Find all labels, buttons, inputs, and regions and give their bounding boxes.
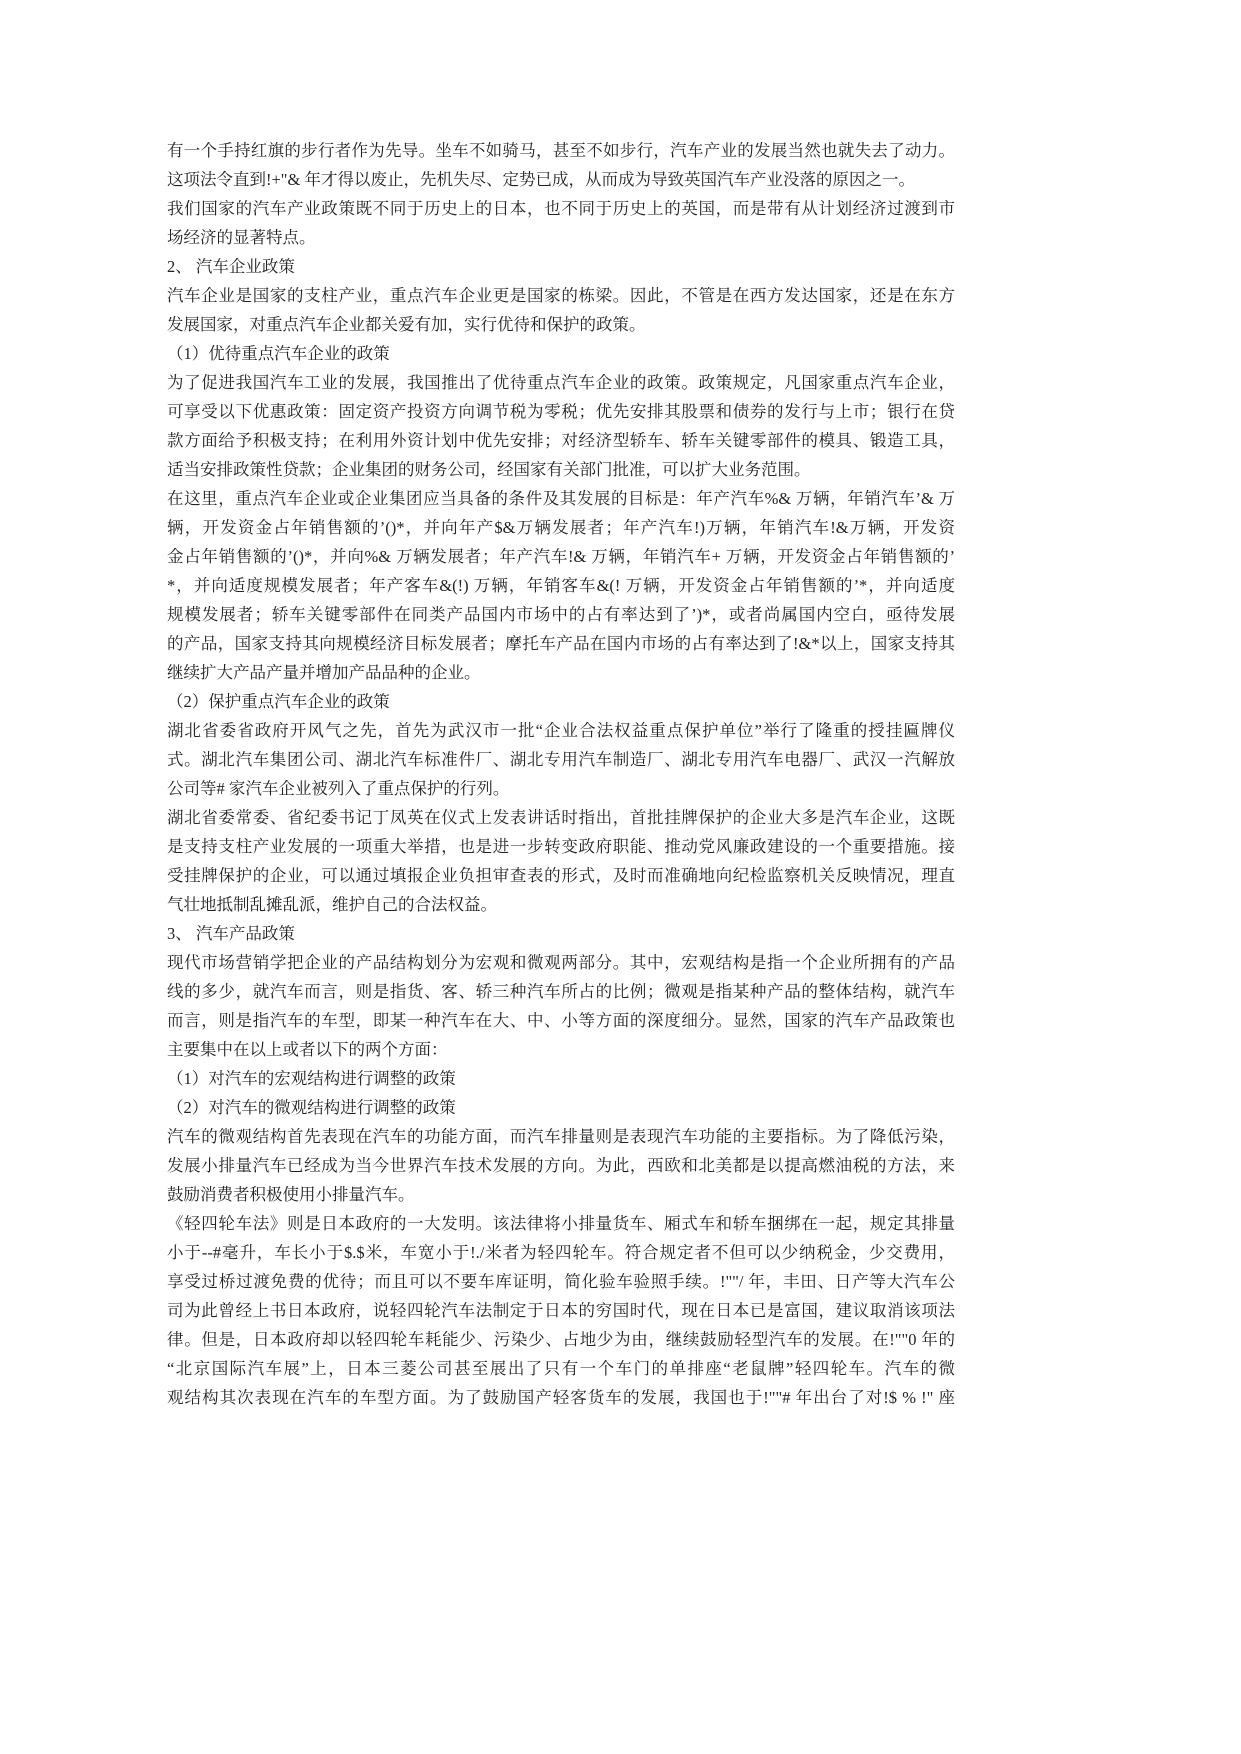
text-line: 公司等# 家汽车企业被列入了重点保护的行列。 [167, 779, 510, 798]
text-line: 场经济的显著特点。 [167, 228, 316, 247]
text-line: 线的多少，就汽车而言，则是指货、客、轿三种汽车所占的比例；微观是指某种产品的整体结构，就汽车 [167, 982, 955, 1001]
paragraph [167, 484, 955, 687]
subsection-heading-text: （1）对汽车的宏观结构进行调整的政策 [167, 1069, 456, 1088]
text-line: 受挂牌保护的企业，可以通过填报企业负担审查表的形式，及时而准确地向纪检监察机关反映情况，理直 [167, 866, 955, 885]
paragraph [167, 1122, 955, 1209]
text-line: 这项法令直到!+"& 年才得以废止，先机失尽、定势已成，从而成为导致英国汽车产业没落的原因之一。 [167, 170, 915, 189]
text-line: 在这里，重点汽车企业或企业集团应当具备的条件及其发展的目标是：年产汽车%& 万辆，年销汽车’& 万 [167, 489, 955, 508]
text-line: 发展国家，对重点汽车企业都关爱有加，实行优待和保护的政策。 [167, 315, 646, 334]
text-line: 有一个手持红旗的步行者作为先导。坐车不如骑马，甚至不如步行，汽车产业的发展当然也就失去了动力。 [167, 141, 955, 160]
text-line: 款方面给予积极支持；在利用外资计划中优先安排；对经济型轿车、轿车关键零部件的模具、锻造工具， [167, 431, 955, 450]
text-line: 现代市场营销学把企业的产品结构划分为宏观和微观两部分。其中，宏观结构是指一个企业所拥有的产品 [167, 953, 955, 972]
subsection-heading [167, 687, 955, 716]
text-line: 司为此曾经上书日本政府，说轻四轮汽车法制定于日本的穷国时代，现在日本已是富国，建议取消该项法 [167, 1301, 955, 1320]
paragraph [167, 948, 955, 1064]
text-line: 湖北省委常委、省纪委书记丁凤英在仪式上发表讲话时指出，首批挂牌保护的企业大多是汽车企业，这既 [167, 808, 955, 827]
paragraph [167, 281, 955, 339]
document-body [167, 136, 955, 1412]
section-heading [167, 252, 955, 281]
text-line: 继续扩大产品产量并增加产品品种的企业。 [167, 663, 481, 682]
text-line: 主要集中在以上或者以下的两个方面： [167, 1040, 448, 1059]
text-line: 适当安排政策性贷款；企业集团的财务公司，经国家有关部门批准，可以扩大业务范围。 [167, 460, 811, 479]
paragraph [167, 803, 955, 919]
text-line: 《轻四轮车法》则是日本政府的一大发明。该法律将小排量货车、厢式车和轿车捆绑在一起，规定其排量 [167, 1214, 955, 1233]
text-line: 气壮地抵制乱摊乱派，维护自己的合法权益。 [167, 895, 497, 914]
text-line: 的产品，国家支持其向规模经济目标发展者；摩托车产品在国内市场的占有率达到了!&*以上，国家支持其 [167, 634, 955, 653]
text-line: 律。但是，日本政府却以轻四轮车耗能少、污染少、占地少为由，继续鼓励轻型汽车的发展。在!""0 年的 [167, 1330, 955, 1349]
paragraph [167, 716, 955, 803]
section-heading-text: 3、 汽车产品政策 [167, 924, 295, 943]
text-line: 可享受以下优惠政策：固定资产投资方向调节税为零税；优先安排其股票和债券的发行与上市；银行在贷 [167, 402, 955, 421]
section-heading-text: 2、 汽车企业政策 [167, 257, 295, 276]
paragraph [167, 194, 955, 252]
text-line: 湖北省委省政府开风气之先，首先为武汉市一批“企业合法权益重点保护单位”举行了隆重的授挂匾牌仪 [167, 721, 955, 740]
subsection-heading-text: （2）对汽车的微观结构进行调整的政策 [167, 1098, 456, 1117]
subsection-heading [167, 339, 955, 368]
text-line: 为了促进我国汽车工业的发展，我国推出了优待重点汽车企业的政策。政策规定，凡国家重点汽车企业， [167, 373, 955, 392]
paragraph [167, 1209, 955, 1412]
text-line: 汽车的微观结构首先表现在汽车的功能方面，而汽车排量则是表现汽车功能的主要指标。为了降低污染， [167, 1127, 955, 1146]
text-line: 而言，则是指汽车的车型，即某一种汽车在大、中、小等方面的深度细分。显然，国家的汽车产品政策也 [167, 1011, 955, 1030]
text-line: 式。湖北汽车集团公司、湖北汽车标准件厂、湖北专用汽车制造厂、湖北专用汽车电器厂、武汉一汽解放 [167, 750, 955, 769]
text-line: 金占年销售额的’()*，并向%& 万辆发展者；年产汽车!& 万辆，年销汽车+ 万辆，开发资金占年销售额的’ [167, 547, 955, 566]
text-line: 鼓励消费者积极使用小排量汽车。 [167, 1185, 415, 1204]
subsection-heading [167, 1093, 955, 1122]
subsection-heading [167, 1064, 955, 1093]
section-heading [167, 919, 955, 948]
text-line: 辆，开发资金占年销售额的’()*，并向年产$&万辆发展者；年产汽车!)万辆，年销汽车!&万辆，开发资 [167, 518, 955, 537]
text-line: 汽车企业是国家的支柱产业，重点汽车企业更是国家的栋梁。因此，不管是在西方发达国家，还是在东方 [167, 286, 955, 305]
text-line: 规模发展者；轿车关键零部件在同类产品国内市场中的占有率达到了’)*，或者尚属国内空白，亟待发展 [167, 605, 955, 624]
text-line: 发展小排量汽车已经成为当今世界汽车技术发展的方向。为此，西欧和北美都是以提高燃油税的方法，来 [167, 1156, 955, 1175]
text-line: 我们国家的汽车产业政策既不同于历史上的日本，也不同于历史上的英国，而是带有从计划经济过渡到市 [167, 199, 955, 218]
paragraph [167, 136, 955, 194]
text-line: 小于--#毫升，车长小于$.$米，车宽小于!./米者为轻四轮车。符合规定者不但可以少纳税金，少交费用， [167, 1243, 955, 1262]
text-line: 享受过桥过渡免费的优待；而且可以不要车库证明，简化验车验照手续。!""/ 年，丰田、日产等大汽车公 [167, 1272, 955, 1291]
text-line: 观结构其次表现在汽车的车型方面。为了鼓励国产轻客货车的发展，我国也于!""# 年出台了对!$ % !" 座 [167, 1388, 955, 1407]
subsection-heading-text: （1）优待重点汽车企业的政策 [167, 344, 390, 363]
text-line: 是支持支柱产业发展的一项重大举措，也是进一步转变政府职能、推动党风廉政建设的一个重要措施。接 [167, 837, 955, 856]
text-line: “北京国际汽车展”上，日本三菱公司甚至展出了只有一个车门的单排座“老鼠牌”轻四轮车。汽车的微 [167, 1359, 955, 1378]
paragraph [167, 368, 955, 484]
text-line: *，并向适度规模发展者；年产客车&(!) 万辆，年销客车&(! 万辆，开发资金占年销售额的’*，并向适度 [167, 576, 955, 595]
subsection-heading-text: （2）保护重点汽车企业的政策 [167, 692, 390, 711]
